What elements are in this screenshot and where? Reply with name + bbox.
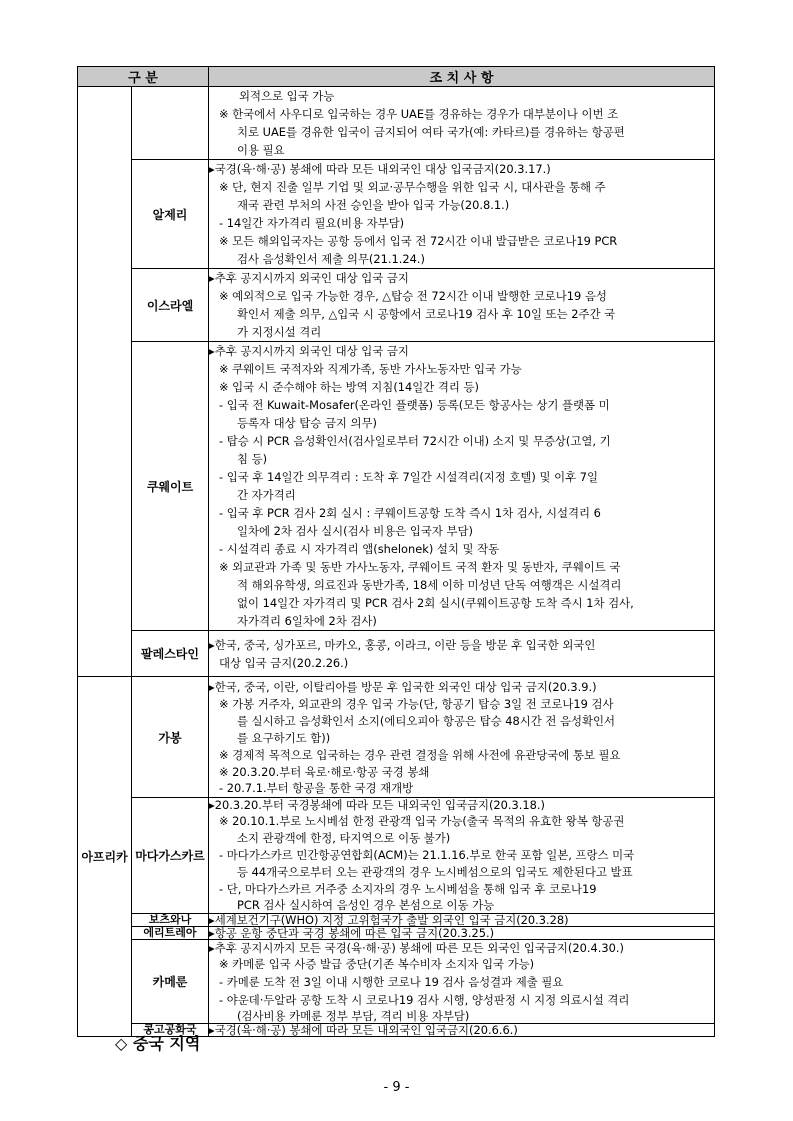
text-line: ▸국경(육‧해‧공) 봉쇄에 따라 모든 내외국인 입국금지(20.6.6.)	[209, 1024, 518, 1036]
text-line: 등 44개국으로부터 오는 관광객의 경우 노시베섬으로의 입국도 제한된다고 발표	[237, 865, 633, 879]
text-line: - 입국 후 14일간 의무격리 : 도착 후 7일간 시설격리(지정 호텔) 및 이후 7일	[219, 470, 598, 484]
cameroon-measures	[209, 940, 715, 1024]
country-cell-continued	[132, 87, 209, 160]
header-measures: 조 치 사 항	[209, 67, 715, 87]
text-line: ※ 한국에서 사우디로 입국하는 경우 UAE를 경유하는 경우가 대부분이나 이번 조	[219, 107, 619, 121]
text-line: - 탑승 시 PCR 음성확인서(검사일로부터 72시간 이내) 소지 및 무증상(고열, 기	[219, 434, 611, 448]
algeria-measures	[209, 160, 715, 269]
text-line: 치로 UAE를 경유한 입국이 금지되어 여타 국가(예: 카타르)를 경유하는 항공편	[237, 125, 625, 139]
text-line: - 마다가스카르 민간항공연합회(ACM)는 21.1.16.부로 한국 포함 일본, 프랑스 미국	[219, 848, 635, 862]
text-line: ▸국경(육‧해‧공) 봉쇄에 따라 모든 내외국인 대상 입국금지(20.3.17.)	[209, 162, 551, 176]
text-line: ▸세계보건기구(WHO) 지정 고위험국가 출발 외국인 입국 금지(20.3.28)	[209, 914, 569, 926]
country-kuwait: 쿠웨이트	[132, 342, 209, 631]
text-line: ▸추후 공지시까지 외국인 대상 입국 금지	[209, 271, 409, 285]
eritrea-measures	[209, 927, 715, 940]
text-line: 등록자 대상 탑승 금지 의무)	[237, 416, 377, 430]
text-line: ※ 입국 시 준수해야 하는 방역 지침(14일간 격리 등)	[219, 380, 479, 394]
header-category: 구 분	[78, 67, 209, 87]
country-gabon: 가봉	[132, 677, 209, 798]
country-cameroon: 카메룬	[132, 940, 209, 1024]
text-line: 대상 입국 금지(20.2.26.)	[219, 655, 349, 670]
measures-table	[77, 66, 715, 1037]
country-israel: 이스라엘	[132, 269, 209, 342]
country-palestine: 팔레스타인	[132, 631, 209, 677]
text-line: ▸항공 운항 중단과 국경 봉쇄에 따른 입국 금지(20.3.25.)	[209, 927, 495, 939]
text-line: 확인서 제출 의무, △입국 시 공항에서 코로나19 검사 후 10일 또는 2주간 국	[237, 307, 616, 321]
text-line: ※ 가봉 거주자, 외교관의 경우 입국 가능(단, 항공기 탑승 3일 전 코로나19 검사	[219, 696, 614, 711]
page-number: - 9 -	[383, 1080, 410, 1095]
text-line: ※ 외교관과 가족 및 동반 가사노동자, 쿠웨이트 국적 환자 및 동반자, 쿠웨이트 국	[219, 560, 621, 574]
region-cell-middle-east	[78, 87, 132, 677]
text-line: ※ 모든 해외입국자는 공항 등에서 입국 전 72시간 이내 발급받은 코로나19 PCR	[219, 234, 618, 248]
text-line: ▸20.3.20.부터 국경봉쇄에 따라 모든 내외국인 입국금지(20.3.18.)	[209, 798, 545, 812]
text-line: ※ 경제적 목적으로 입국하는 경우 관련 결정을 위해 사전에 유관당국에 통보 필요	[219, 747, 621, 762]
palestine-measures	[209, 631, 715, 677]
country-botswana: 보츠와나	[132, 914, 209, 927]
text-line: ※ 20.3.20.부터 육로‧해로‧항공 국경 봉쇄	[219, 764, 430, 779]
text-line: 재국 관련 부처의 사전 승인을 받아 입국 가능(20.8.1.)	[237, 198, 510, 212]
text-line: - 14일간 자가격리 필요(비용 자부담)	[219, 216, 405, 230]
text-line: ※ 단, 현지 진출 일부 기업 및 외교‧공무수행을 위한 입국 시, 대사관을 통해 주	[219, 180, 606, 194]
kuwait-measures	[209, 342, 715, 631]
text-line: - 카메룬 도착 전 3일 이내 시행한 코로나 19 검사 음성결과 제출 필요	[219, 974, 564, 989]
text-line: - 시설격리 종료 시 자가격리 앱(shelonek) 설치 및 작동	[219, 542, 500, 556]
text-line: ▸추후 공지시까지 외국인 대상 입국 금지	[209, 344, 409, 358]
text-line: 를 요구하기도 함))	[237, 730, 331, 745]
text-line: 간 자가격리	[237, 488, 296, 502]
section-heading: ◇ 중국 지역	[115, 1034, 201, 1053]
text-line: ▸한국, 중국, 싱가포르, 마카오, 홍콩, 이라크, 이란 등을 방문 후 입국한 외국인	[209, 637, 596, 652]
text-line: 이용 필요	[237, 143, 285, 157]
text-line: 외적으로 입국 가능	[239, 89, 335, 103]
israel-measures	[209, 269, 715, 342]
text-line: 검사 음성확인서 제출 의무(21.1.24.)	[237, 252, 425, 266]
country-madagascar: 마다가스카르	[132, 798, 209, 914]
text-line: - 야운데‧두알라 공항 도착 시 코로나19 검사 시행, 양성판정 시 지정 의료시설 격리	[219, 992, 630, 1007]
country-algeria: 알제리	[132, 160, 209, 269]
text-line: ▸추후 공지시까지 모든 국경(육‧해‧공) 봉쇄에 따른 모든 외국인 입국금지(20.4.30.)	[209, 940, 624, 955]
text-line: 가 지정시설 격리	[237, 325, 322, 339]
congo-measures	[209, 1024, 715, 1037]
text-line: 없이 14일간 자가격리 및 PCR 검사 2회 실시(쿠웨이트공항 도착 즉시 1차 검사,	[237, 596, 634, 610]
country-eritrea: 에리트레아	[132, 927, 209, 940]
text-line: - 20.7.1.부터 항공을 통한 국경 재개방	[219, 780, 414, 795]
continued-measures	[209, 87, 715, 160]
text-line: ※ 예외적으로 입국 가능한 경우, △탑승 전 72시간 이내 발행한 코로나19 음성	[219, 289, 607, 303]
text-line: ※ 쿠웨이트 국적자와 직계가족, 동반 가사노동자만 입국 가능	[219, 362, 522, 376]
botswana-measures	[209, 914, 715, 927]
text-line: ※ 20.10.1.부로 노시베섬 한정 관광객 입국 가능(출국 목적의 유효한 왕복 항공권	[219, 814, 625, 828]
gabon-measures	[209, 677, 715, 798]
text-line: - 단, 마다가스카르 거주중 소지자의 경우 노시베섬을 통해 입국 후 코로나19	[219, 882, 597, 896]
text-line: 자가격리 6일차에 2차 검사)	[237, 614, 377, 628]
text-line: 일차에 2차 검사 실시(검사 비용은 입국자 부담)	[237, 524, 473, 538]
country-congo: 콩고공화국	[132, 1024, 209, 1037]
region-cell-africa: 아프리카	[78, 677, 132, 1037]
text-line: ※ 카메룬 입국 사증 발급 중단(기존 복수비자 소지자 입국 가능)	[219, 956, 535, 971]
text-line: 를 실시하고 음성확인서 소지(에티오피아 항공은 탑승 48시간 전 음성확인서	[237, 713, 616, 728]
text-line: 침 등)	[237, 452, 268, 466]
text-line: 소지 관광객에 한정, 타지역으로 이동 불가)	[237, 831, 451, 845]
madagascar-measures	[209, 798, 715, 914]
text-line: - 입국 전 Kuwait-Mosafer(온라인 플랫폼) 등록(모든 항공사는 상기 플랫폼 미	[219, 398, 610, 412]
text-line: PCR 검사 실시하여 음성인 경우 본섬으로 이동 가능	[237, 898, 495, 912]
text-line: - 입국 후 PCR 검사 2회 실시 : 쿠웨이트공항 도착 즉시 1차 검사, 시설격리 6	[219, 506, 601, 520]
text-line: 적 해외유학생, 의료진과 동반가족, 18세 이하 미성년 단독 여행객은 시설격리	[237, 578, 622, 592]
text-line: (검사비용 카메룬 정부 부담, 격리 비용 자부담)	[237, 1008, 470, 1023]
text-line: ▸한국, 중국, 이란, 이탈리아를 방문 후 입국한 외국인 대상 입국 금지(20.3.9.)	[209, 679, 597, 694]
